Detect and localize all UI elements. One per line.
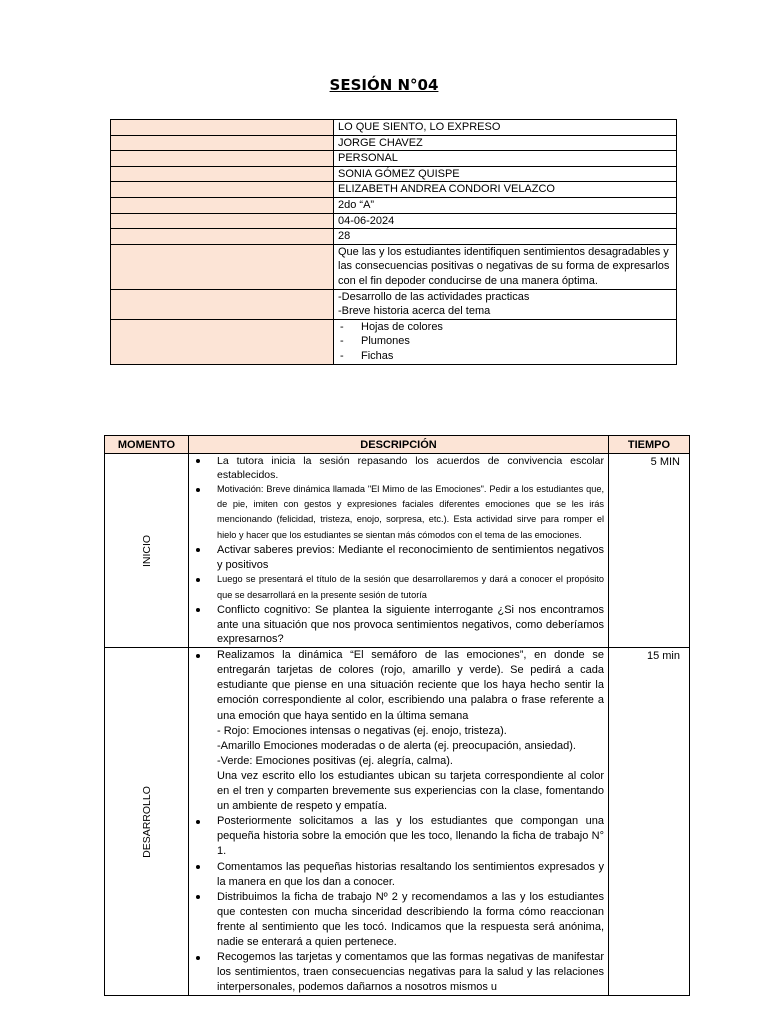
- description-cell: [189, 454, 609, 648]
- info-value: ELIZABETH ANDREA CONDORI VELAZCO: [334, 182, 677, 198]
- info-value: JORGE CHAVEZ: [334, 135, 677, 151]
- list-item: Motivación: Breve dinámica llamada "El Mimo de las Emociones". Pedir a los estudiantes que, de pie, imiten con gestos y expresiones faciales diferentes emociones que se les irás mencionando (felicidad, tristeza, enojo, sorpresa, etc.). Esta actividad sirve para romper el hielo y hacer que los estudiantes se sientan más cómodos con el tema de las emociones.: [189, 482, 604, 543]
- header-moment: MOMENTO: [105, 436, 189, 454]
- info-row: [111, 289, 677, 319]
- inicio-list: [189, 454, 608, 647]
- list-item: Recogemos las tarjetas y comentamos que las formas negativas de manifestar los sentimientos, traen consecuencias negativas para la salud y las relaciones interpersonales, podemos dañarnos a nosotros mismos u: [189, 950, 604, 995]
- info-row: [111, 166, 677, 182]
- info-row: [111, 319, 677, 364]
- purpose-value: Que las y los estudiantes identifiquen sentimientos desagradables y las consecuencias positivas o negativas de su forma de expresarlos con el fin depoder conducirse de una manera óptima.: [334, 244, 677, 289]
- list-item: Posteriormente solicitamos a las y los estudiantes que compongan una pequeña historia sobre la emoción que les toco, llenando la ficha de trabajo N° 1.: [189, 814, 604, 859]
- info-value: 28: [334, 229, 677, 245]
- session-plan-table: [104, 435, 690, 996]
- info-row: [111, 151, 677, 167]
- evidence-value: [334, 289, 677, 319]
- inicio-row: [105, 454, 690, 648]
- info-row: [111, 244, 677, 289]
- list-item: La tutora inicia la sesión repasando los acuerdos de convivencia escolar establecidos.: [189, 454, 604, 482]
- info-row: [111, 135, 677, 151]
- info-row: [111, 229, 677, 245]
- header-row: [105, 436, 690, 454]
- moment-label: INICIO: [140, 534, 153, 567]
- header-description: DESCRIPCIÓN: [189, 436, 609, 454]
- moment-cell: [105, 454, 189, 648]
- list-item: Luego se presentará el título de la sesión que desarrollaremos y dará a conocer el propósito que se desarrollará en la presente sesión de tutoría: [189, 572, 604, 602]
- time-cell: 5 MIN: [609, 454, 690, 648]
- info-row: [111, 182, 677, 198]
- moment-label: DESARROLLO: [140, 785, 153, 858]
- info-value: 2do “A”: [334, 197, 677, 213]
- list-item: Comentamos las pequeñas historias resaltando los sentimientos expresados y la manera en que los dan a conocer.: [189, 860, 604, 890]
- desarrollo-row: [105, 648, 690, 996]
- list-item: Realizamos la dinámica “El semáforo de las emociones”, en donde se entregarán tarjetas de colores (rojo, amarillo y verde). Se pedirá a cada estudiante que piense en una situación reciente que los haya hecho sentir la emoción correspondiente al color, escribiendo una palabra o frase referente a una emoción que haya sentido en la última semana - Rojo: Emociones intensas o negativas (ej. enojo, tristeza). -Amarillo Emociones moderadas o de alerta (ej. preocupación, ansiedad). -Verde: Emociones positivas (ej. alegría, calma). Una vez escrito ello los estudiantes ubican su tarjeta correspondiente al color en el tren y comparten brevemente sus experiencias con la clase, fomentando un ambiente de respeto y empatía.: [189, 648, 604, 814]
- materials-list: [338, 320, 673, 364]
- list-item: Conflicto cognitivo: Se plantea la siguiente interrogante ¿Si nos encontramos ante una situación que nos provoca sentimientos negativos, como deberíamos expresarnos?: [189, 603, 604, 647]
- evidence-line: -Desarrollo de las actividades practicas: [338, 290, 530, 303]
- session-title: SESIÓN N°04: [329, 76, 439, 94]
- header-time: TIEMPO: [609, 436, 690, 454]
- info-row: [111, 213, 677, 229]
- moment-cell: [105, 648, 189, 996]
- session-info-table: [110, 119, 677, 365]
- materials-item: - Plumones: [338, 334, 673, 349]
- desarrollo-list: [189, 648, 608, 995]
- info-value: PERSONAL: [334, 151, 677, 167]
- info-value: LO QUE SIENTO, LO EXPRESO: [334, 120, 677, 136]
- info-value: SONIA GÓMEZ QUISPE: [334, 166, 677, 182]
- list-item: Distribuimos la ficha de trabajo Nº 2 y recomendamos a las y los estudiantes que contesten con mucha sinceridad describiendo la forma cómo reaccionan frente al sentimiento que les tocó. Indicamos que la respuesta será anónima, nadie se enterará a quien pertenece.: [189, 890, 604, 950]
- description-cell: [189, 648, 609, 996]
- materials-value: [334, 319, 677, 364]
- materials-item: - Hojas de colores: [338, 320, 673, 335]
- info-row: [111, 197, 677, 213]
- list-item: Activar saberes previos: Mediante el reconocimiento de sentimientos negativos y positivos: [189, 543, 604, 573]
- info-value: 04-06-2024: [334, 213, 677, 229]
- evidence-line: -Breve historia acerca del tema: [338, 305, 491, 318]
- time-cell: 15 min: [609, 648, 690, 996]
- info-row: [111, 120, 677, 136]
- materials-item: - Fichas: [338, 349, 673, 364]
